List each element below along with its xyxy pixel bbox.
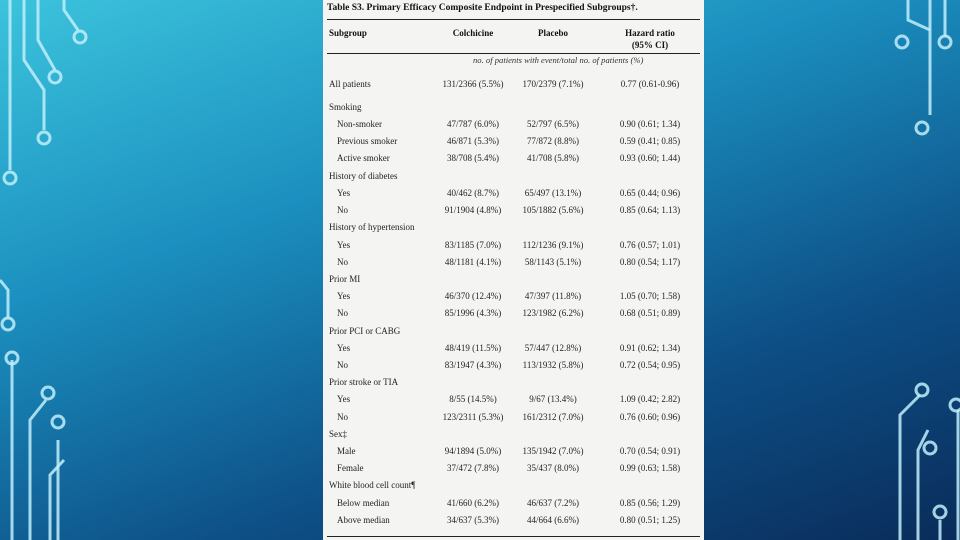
table-row bbox=[323, 171, 704, 188]
table-row bbox=[323, 136, 704, 153]
header-subgroup: Subgroup bbox=[329, 28, 367, 38]
table-row bbox=[323, 429, 704, 446]
colchicine-cell: 91/1904 (4.8%) bbox=[444, 205, 502, 215]
table-row bbox=[323, 480, 704, 497]
table-row bbox=[323, 188, 704, 205]
colchicine-cell: 38/708 (5.4%) bbox=[447, 153, 499, 163]
colchicine-cell: 46/871 (5.3%) bbox=[447, 136, 499, 146]
table-row bbox=[323, 394, 704, 411]
colchicine-cell: 40/462 (8.7%) bbox=[447, 188, 499, 198]
table-row bbox=[323, 205, 704, 222]
colchicine-cell: 46/370 (12.4%) bbox=[444, 291, 502, 301]
table-document bbox=[323, 0, 704, 540]
table-row bbox=[323, 515, 704, 532]
colchicine-cell: 41/660 (6.2%) bbox=[447, 498, 499, 508]
placebo-cell: 113/1932 (5.8%) bbox=[522, 360, 584, 370]
table-row bbox=[323, 498, 704, 515]
header-hazard-ratio-ci: (95% CI) bbox=[631, 40, 669, 50]
colchicine-cell: 131/2366 (5.5%) bbox=[442, 79, 504, 89]
placebo-cell: 9/67 (13.4%) bbox=[529, 394, 577, 404]
colchicine-cell: 83/1185 (7.0%) bbox=[444, 240, 502, 250]
row-label: Yes bbox=[337, 394, 351, 404]
table-row bbox=[323, 463, 704, 480]
table-row bbox=[323, 412, 704, 429]
placebo-cell: 35/437 (8.0%) bbox=[527, 463, 579, 473]
table-note: no. of patients with event/total no. of patients (%) bbox=[473, 55, 644, 65]
header-colchicine: Colchicine bbox=[452, 28, 494, 38]
row-label: Female bbox=[337, 463, 364, 473]
table-row bbox=[323, 377, 704, 394]
placebo-cell: 123/1982 (6.2%) bbox=[522, 308, 584, 318]
placebo-cell: 77/872 (8.8%) bbox=[527, 136, 579, 146]
colchicine-cell: 94/1894 (5.0%) bbox=[444, 446, 502, 456]
placebo-cell: 65/497 (13.1%) bbox=[524, 188, 582, 198]
hazard-ratio-cell: 0.91 (0.62; 1.34) bbox=[619, 343, 681, 353]
colchicine-cell: 34/637 (5.3%) bbox=[447, 515, 499, 525]
table-row bbox=[323, 274, 704, 291]
placebo-cell: 44/664 (6.6%) bbox=[527, 515, 579, 525]
header-rule bbox=[327, 53, 700, 54]
row-label: Below median bbox=[337, 498, 390, 508]
row-label: No bbox=[337, 360, 348, 370]
placebo-cell: 58/1143 (5.1%) bbox=[524, 257, 582, 267]
placebo-cell: 161/2312 (7.0%) bbox=[522, 412, 584, 422]
placebo-cell: 52/797 (6.5%) bbox=[527, 119, 579, 129]
row-label: Sex‡ bbox=[329, 429, 347, 439]
row-label: White blood cell count¶ bbox=[329, 480, 416, 490]
colchicine-cell: 83/1947 (4.3%) bbox=[444, 360, 502, 370]
colchicine-cell: 85/1996 (4.3%) bbox=[444, 308, 502, 318]
table-row bbox=[323, 308, 704, 325]
table-row bbox=[323, 102, 704, 119]
table-row bbox=[323, 343, 704, 360]
table-row bbox=[323, 153, 704, 170]
colchicine-cell: 48/1181 (4.1%) bbox=[444, 257, 502, 267]
row-label: Non-smoker bbox=[337, 119, 382, 129]
row-label: Prior PCI or CABG bbox=[329, 326, 401, 336]
row-label: No bbox=[337, 412, 348, 422]
table-row bbox=[323, 79, 704, 96]
hazard-ratio-cell: 0.59 (0.41; 0.85) bbox=[619, 136, 681, 146]
table-row bbox=[323, 291, 704, 308]
table-row bbox=[323, 326, 704, 343]
hazard-ratio-cell: 0.93 (0.60; 1.44) bbox=[619, 153, 681, 163]
row-label: No bbox=[337, 308, 348, 318]
colchicine-cell: 47/787 (6.0%) bbox=[447, 119, 499, 129]
row-label: Yes bbox=[337, 291, 351, 301]
row-label: Above median bbox=[337, 515, 390, 525]
table-row bbox=[323, 222, 704, 239]
table-row bbox=[323, 360, 704, 377]
hazard-ratio-cell: 0.85 (0.64; 1.13) bbox=[619, 205, 681, 215]
table-row bbox=[323, 257, 704, 274]
row-label: History of hypertension bbox=[329, 222, 415, 232]
hazard-ratio-cell: 0.90 (0.61; 1.34) bbox=[619, 119, 681, 129]
row-label: Yes bbox=[337, 240, 351, 250]
hazard-ratio-cell: 0.85 (0.56; 1.29) bbox=[619, 498, 681, 508]
row-label: Prior stroke or TIA bbox=[329, 377, 399, 387]
row-label: Yes bbox=[337, 343, 351, 353]
table-title: Table S3. Primary Efficacy Composite Endpoint in Prespecified Subgroups†. bbox=[327, 3, 638, 13]
hazard-ratio-cell: 0.65 (0.44; 0.96) bbox=[619, 188, 681, 198]
placebo-cell: 57/447 (12.8%) bbox=[524, 343, 582, 353]
colchicine-cell: 37/472 (7.8%) bbox=[447, 463, 499, 473]
table-row bbox=[323, 240, 704, 257]
placebo-cell: 170/2379 (7.1%) bbox=[522, 79, 584, 89]
row-label: All patients bbox=[329, 79, 371, 89]
hazard-ratio-cell: 0.77 (0.61-0.96) bbox=[620, 79, 680, 89]
row-label: Yes bbox=[337, 188, 351, 198]
colchicine-cell: 8/55 (14.5%) bbox=[449, 394, 497, 404]
colchicine-cell: 123/2311 (5.3%) bbox=[442, 412, 504, 422]
title-rule bbox=[327, 19, 700, 20]
hazard-ratio-cell: 0.76 (0.60; 0.96) bbox=[619, 412, 681, 422]
placebo-cell: 105/1882 (5.6%) bbox=[522, 205, 584, 215]
table-row bbox=[323, 446, 704, 463]
hazard-ratio-cell: 0.70 (0.54; 0.91) bbox=[619, 446, 681, 456]
row-label: Male bbox=[337, 446, 356, 456]
row-label: Active smoker bbox=[337, 153, 390, 163]
placebo-cell: 46/637 (7.2%) bbox=[527, 498, 579, 508]
hazard-ratio-cell: 0.99 (0.63; 1.58) bbox=[619, 463, 681, 473]
row-label: No bbox=[337, 257, 348, 267]
row-label: History of diabetes bbox=[329, 171, 398, 181]
row-label: Prior MI bbox=[329, 274, 361, 284]
hazard-ratio-cell: 0.80 (0.54; 1.17) bbox=[619, 257, 681, 267]
header-placebo: Placebo bbox=[538, 28, 568, 38]
row-label: Smoking bbox=[329, 102, 362, 112]
placebo-cell: 112/1236 (9.1%) bbox=[522, 240, 584, 250]
header-hazard-ratio: Hazard ratio bbox=[625, 28, 675, 38]
hazard-ratio-cell: 0.72 (0.54; 0.95) bbox=[619, 360, 681, 370]
hazard-ratio-cell: 1.09 (0.42; 2.82) bbox=[619, 394, 681, 404]
colchicine-cell: 48/419 (11.5%) bbox=[444, 343, 502, 353]
hazard-ratio-cell: 0.80 (0.51; 1.25) bbox=[619, 515, 681, 525]
bottom-rule bbox=[327, 536, 700, 537]
placebo-cell: 47/397 (11.8%) bbox=[524, 291, 582, 301]
table-row bbox=[323, 119, 704, 136]
row-label: No bbox=[337, 205, 348, 215]
hazard-ratio-cell: 0.68 (0.51; 0.89) bbox=[619, 308, 681, 318]
placebo-cell: 41/708 (5.8%) bbox=[527, 153, 579, 163]
hazard-ratio-cell: 1.05 (0.70; 1.58) bbox=[619, 291, 681, 301]
row-label: Previous smoker bbox=[337, 136, 398, 146]
hazard-ratio-cell: 0.76 (0.57; 1.01) bbox=[619, 240, 681, 250]
placebo-cell: 135/1942 (7.0%) bbox=[522, 446, 584, 456]
